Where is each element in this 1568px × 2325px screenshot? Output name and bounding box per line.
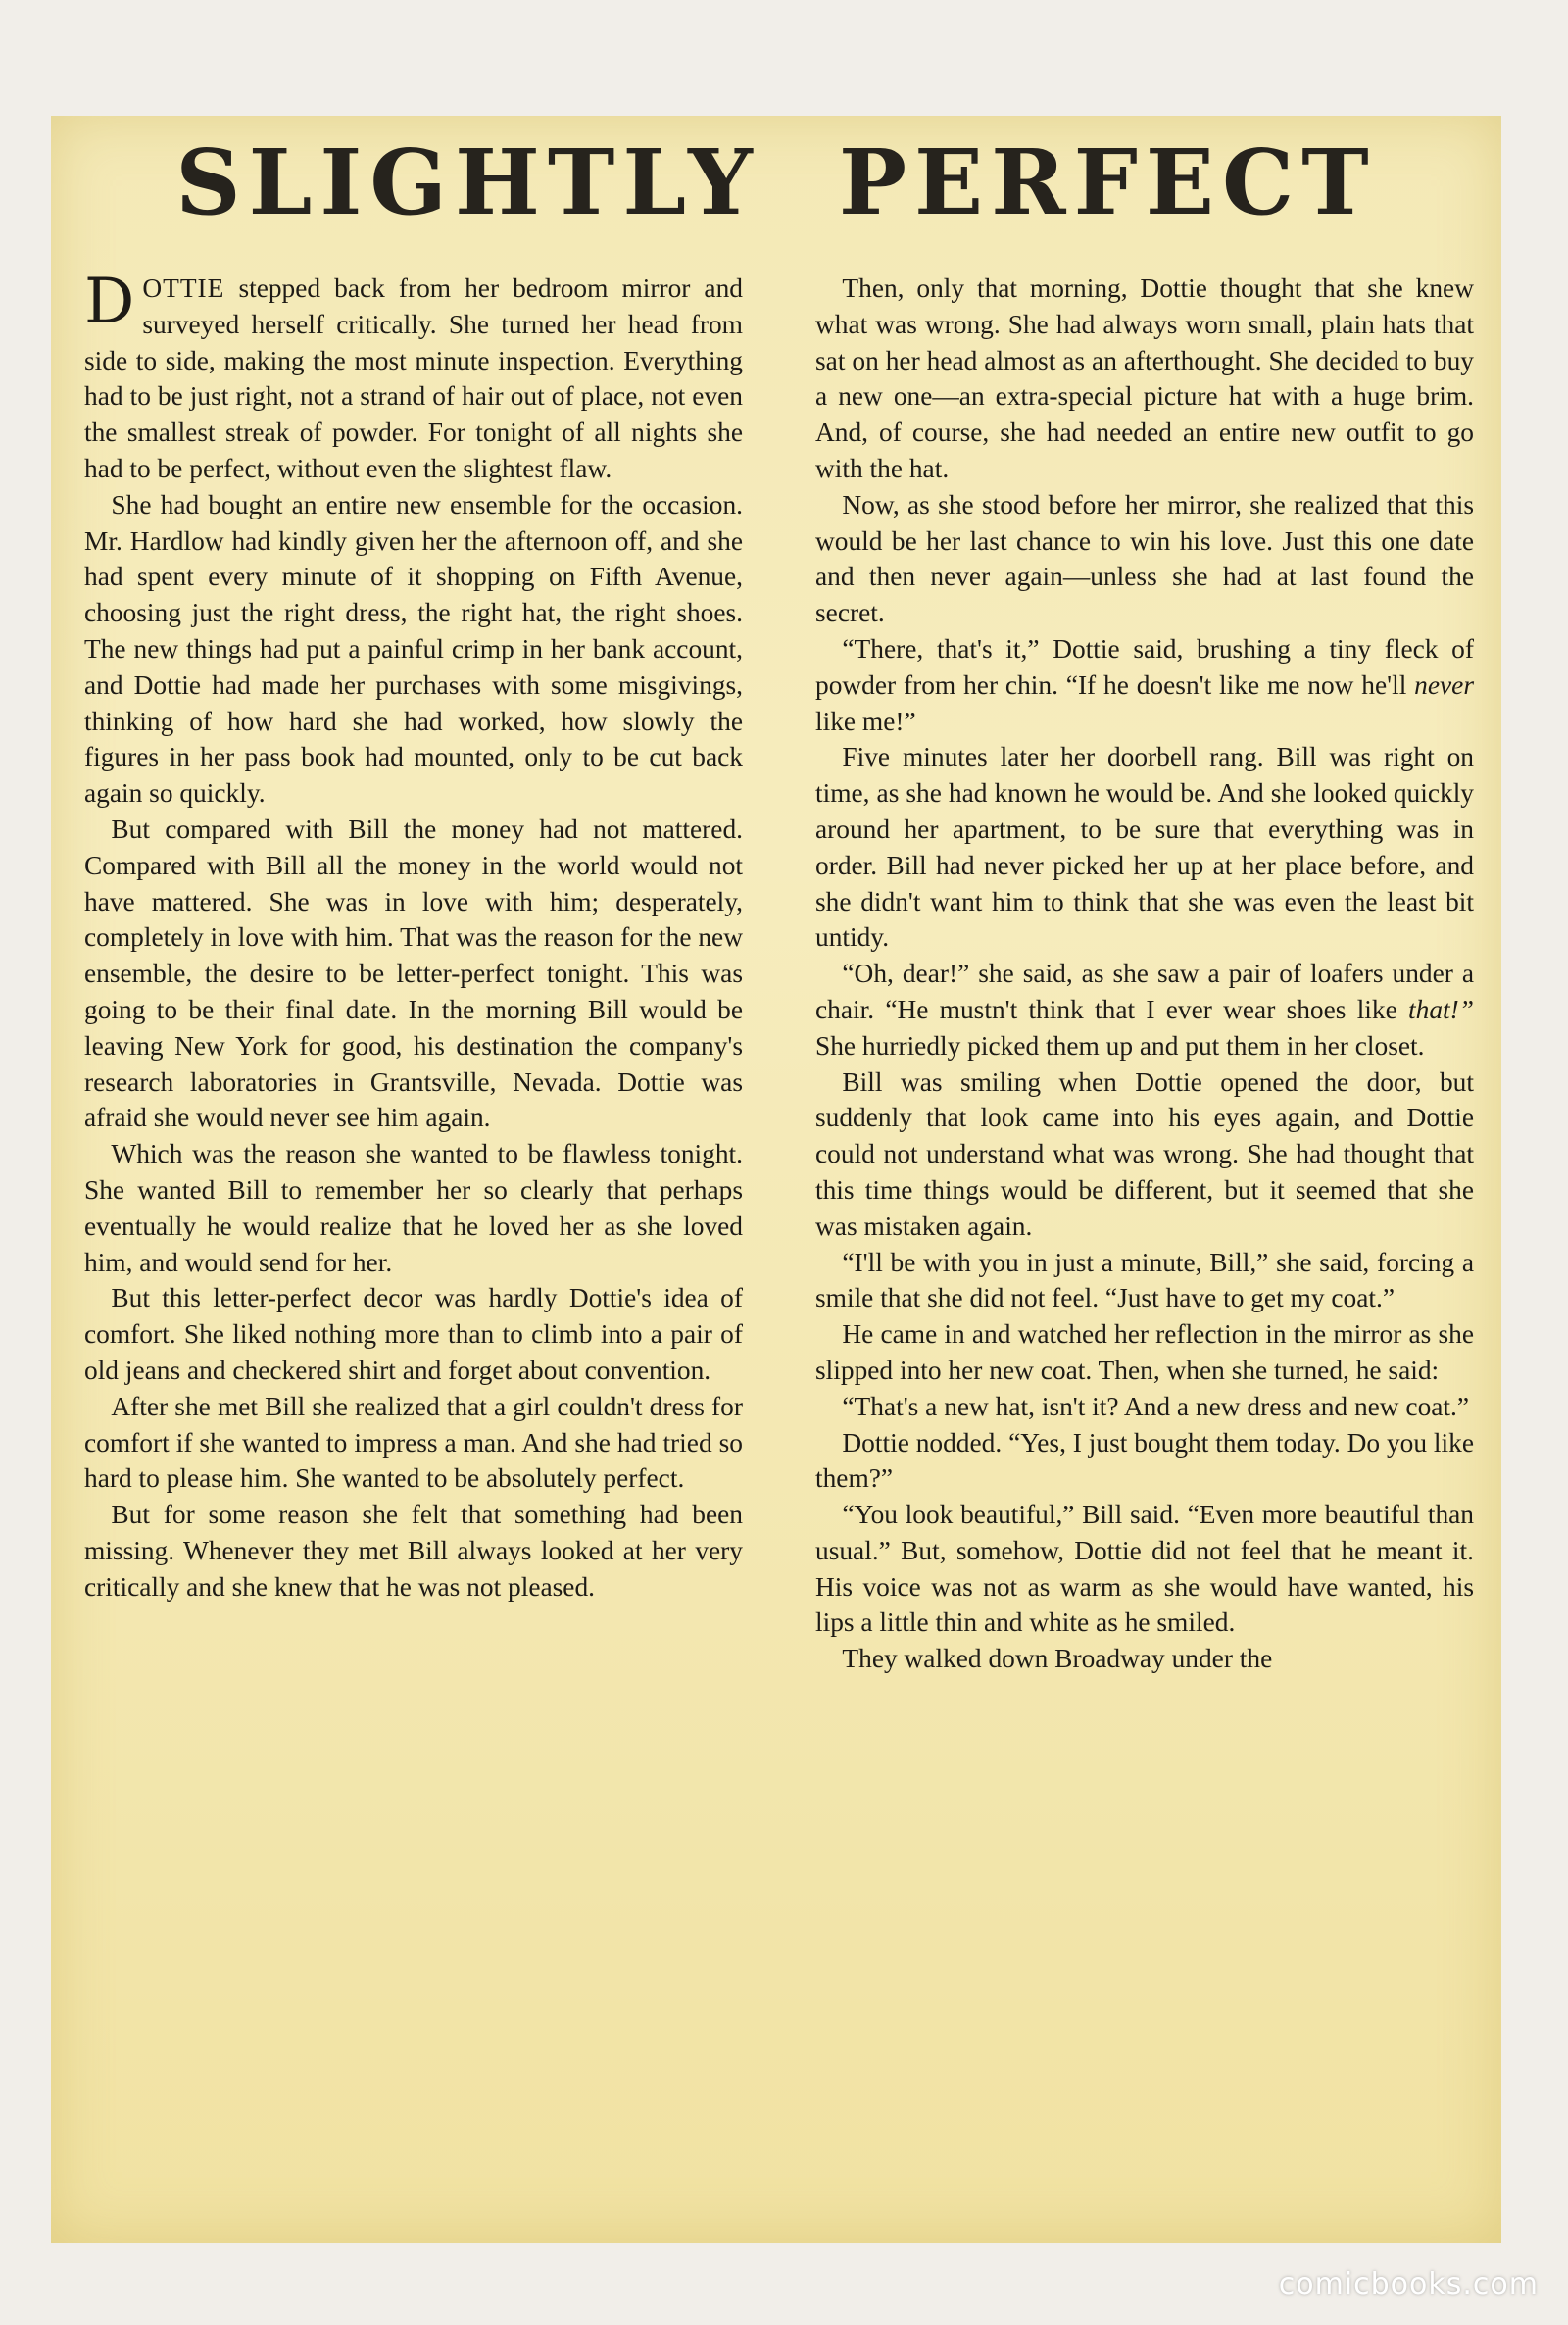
paragraph-text: stepped back from her bedroom mirror and surveyed herself critically. She turned her head from side to side, making the most minute inspection. Everything had to be just right, not a strand of hair out of place, not even the smallest streak of powder. For tonight of all nights she had to be perfect, without even the slightest flaw.	[84, 273, 743, 483]
story-page	[51, 116, 1501, 2243]
paragraph: After she met Bill she realized that a girl couldn't dress for comfort if she wanted to impress a man. And she had tried so hard to please him. She wanted to be absolutely perfect.	[84, 1391, 743, 1494]
paragraph	[815, 271, 1474, 487]
paragraph	[815, 1316, 1474, 1389]
emphasis-text: that!”	[1408, 994, 1474, 1024]
paragraph	[815, 487, 1474, 631]
paragraph	[815, 1425, 1474, 1498]
paragraph	[815, 1641, 1474, 1677]
paragraph: But compared with Bill the money had not mattered. Compared with Bill all the money in the world would not have mattered. She was in love with him; desperately, completely in love with him. That was the reason for the new ensemble, the desire to be letter-perfect tonight. This was going to be their final date. In the morning Bill would be leaving New York for good, his destination the company's research laboratories in Grantsville, Nevada. Dottie was afraid she would never see him again.	[84, 814, 743, 1133]
paragraph-text: Five minutes later her doorbell rang. Bill was right on time, as she had known he would be. And she looked quickly around her apartment, to be sure that everything was in order. Bill had never picked her up at her place before, and she didn't want him to think that she was even the least bit untidy.	[815, 742, 1474, 953]
paragraph	[84, 266, 743, 487]
paragraph	[815, 631, 1474, 739]
paragraph	[815, 739, 1474, 956]
paragraph-text: like me!”	[815, 706, 916, 736]
watermark: comicbooks.com	[1278, 2267, 1539, 2301]
paragraph: Which was the reason she wanted to be flawless tonight. She wanted Bill to remember her so clearly that perhaps eventually he would realize that he loved her as she loved him, and would send for her.	[84, 1139, 743, 1277]
paragraph-text: “That's a new hat, isn't it? And a new dress and new coat.”	[842, 1391, 1470, 1421]
left-column	[84, 266, 743, 1605]
paragraph: But this letter-perfect decor was hardly Dottie's idea of comfort. She liked nothing more than to climb into a pair of old jeans and checkered shirt and forget about convention.	[84, 1283, 743, 1385]
paragraph-text: “You look beautiful,” Bill said. “Even more beautiful than usual.” But, somehow, Dottie did not feel that he meant it. His voice was not as warm as she would have wanted, his lips a little thin and white as he smiled.	[815, 1500, 1474, 1638]
paragraph: But for some reason she felt that something had been missing. Whenever they met Bill always looked at her very critically and she knew that he was not pleased.	[84, 1500, 743, 1602]
paragraph	[815, 1064, 1474, 1245]
paragraph: She had bought an entire new ensemble for the occasion. Mr. Hardlow had kindly given her the afternoon off, and she had spent every minute of it shopping on Fifth Avenue, choosing just the right dress, the right hat, the right shoes. The new things had put a painful crimp in her bank account, and Dottie had made her purchases with some misgivings, thinking of how hard she had worked, how slowly the figures in her pass book had mounted, only to be cut back again so quickly.	[84, 489, 743, 809]
paragraph-text: She hurriedly picked them up and put them in her closet.	[815, 1030, 1425, 1061]
paragraph-text: They walked down Broadway under the	[842, 1644, 1273, 1674]
paragraph-text: Now, as she stood before her mirror, she realized that this would be her last chance to win his love. Just this one date and then never again—unless she had at last found the secret.	[815, 489, 1474, 628]
paragraph-text: Then, only that morning, Dottie thought that she knew what was wrong. She had always worn small, plain hats that sat on her head almost as an afterthought. She decided to buy a new one—an extra-special picture hat with a huge brim. And, of course, she had needed an entire new outfit to go with the hat.	[815, 273, 1474, 483]
first-word-rest: OTTIE	[142, 273, 225, 303]
drop-cap: D	[84, 266, 135, 338]
paragraph	[815, 1497, 1474, 1641]
emphasis-text: never	[1414, 669, 1474, 700]
paragraph-text: Dottie nodded. “Yes, I just bought them today. Do you like them?”	[815, 1427, 1474, 1494]
paragraph	[815, 1245, 1474, 1317]
paragraph-text: He came in and watched her reflection in the mirror as she slipped into her new coat. Then, when she turned, he said:	[815, 1319, 1474, 1385]
right-column	[815, 271, 1474, 1677]
paragraph	[815, 1389, 1474, 1425]
paragraph-text: “There, that's it,” Dottie said, brushing a tiny fleck of powder from her chin. “If he doesn't like me now he'll	[815, 633, 1474, 700]
page-title: SLIGHTLY PERFECT	[175, 129, 1377, 235]
paragraph	[815, 956, 1474, 1064]
paragraph-text: Bill was smiling when Dottie opened the door, but suddenly that look came into his eyes again, and Dottie could not understand what was wrong. She had thought that this time things would be different, but it seemed that she was mistaken again.	[815, 1066, 1474, 1241]
paragraph-text: “I'll be with you in just a minute, Bill,” she said, forcing a smile that she did not feel. “Just have to get my coat.”	[815, 1247, 1474, 1313]
paragraph-text: “Oh, dear!” she said, as she saw a pair of loafers under a chair. “He mustn't think that I ever wear shoes like	[815, 959, 1474, 1024]
